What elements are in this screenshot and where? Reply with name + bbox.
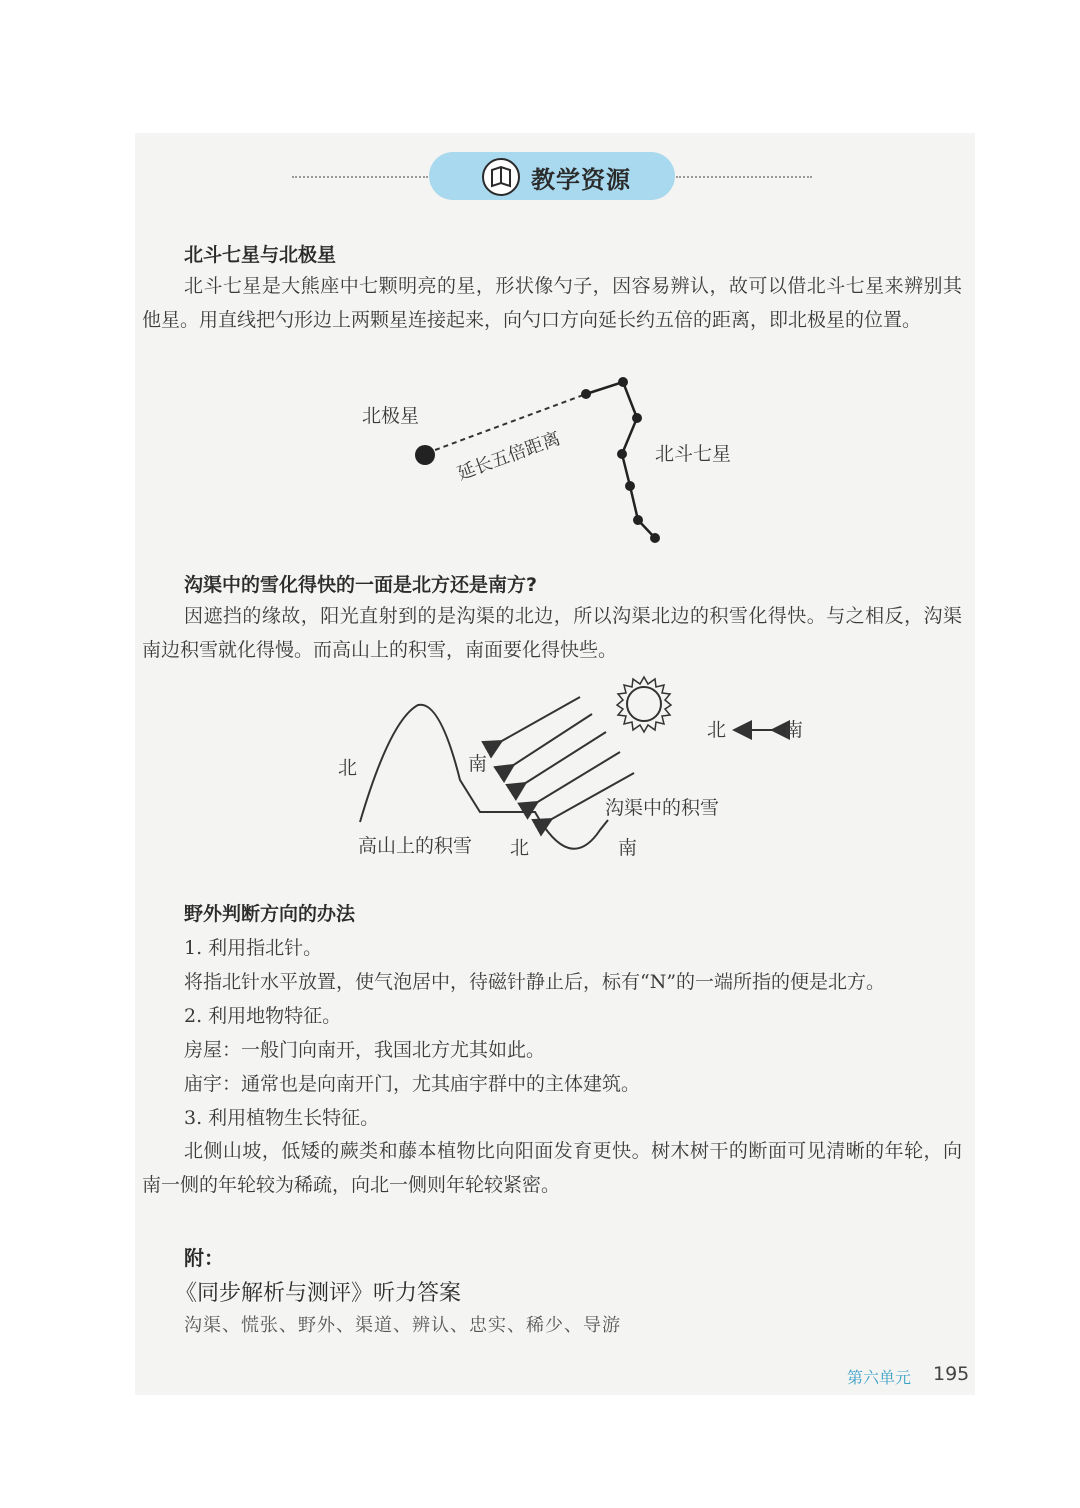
snow-melt-diagram: [330, 670, 830, 870]
item-landmarks-house: 房屋：一般门向南开，我国北方尤其如此。: [184, 1039, 546, 1061]
sun-icon: [617, 677, 671, 732]
dipper-star: [617, 449, 627, 459]
item-plants: 3. 利用植物生长特征。: [184, 1107, 380, 1129]
footer-unit: 第六单元: [847, 1368, 912, 1387]
item-compass-text: 将指北针水平放置，使气泡居中，待磁针静止后，标有“N”的一端所指的便是北方。: [184, 971, 886, 993]
dipper-line: [586, 382, 655, 538]
item-landmarks-temple: 庙宇：通常也是向南开门，尤其庙宇群中的主体建筑。: [184, 1073, 641, 1095]
mountain-north-label: 北: [338, 757, 358, 779]
appendix-answers: 沟渠、慌张、野外、渠道、辨认、忠实、稀少、导游: [184, 1315, 621, 1336]
big-dipper-label: 北斗七星: [655, 443, 732, 465]
header-divider-right: [676, 176, 812, 178]
mountain-snow-label: 高山上的积雪: [358, 835, 473, 857]
header-divider-left: [292, 176, 428, 178]
appendix-book-title: 《同步解析与测评》听力答案: [175, 1281, 462, 1306]
section-heading-snow: 沟渠中的雪化得快的一面是北方还是南方?: [184, 574, 538, 596]
section-heading-big-dipper: 北斗七星与北极星: [184, 244, 337, 266]
legend-north-label: 北: [707, 719, 727, 741]
header-title: 教学资源: [531, 166, 631, 194]
paragraph-big-dipper: 北斗七星是大熊座中七颗明亮的星，形状像勺子，因容易辨认，故可以借北斗七星来辨别其他星。用直线把勺形边上两颗星连接起来，向勺口方向延长约五倍的距离，即北极星的位置。: [142, 275, 962, 331]
ditch-south-label: 南: [618, 837, 638, 859]
ditch-north-label: 北: [510, 837, 530, 859]
ditch-snow-label: 沟渠中的积雪: [605, 797, 720, 819]
dipper-star: [618, 377, 628, 387]
paragraph-snow: 因遮挡的缘故，阳光直射到的是沟渠的北边，所以沟渠北边的积雪化得快。与之相反，沟渠南边积雪就化得慢。而高山上的积雪，南面要化得快些。: [142, 605, 962, 661]
big-dipper-diagram: [340, 370, 760, 555]
dipper-star: [633, 515, 643, 525]
legend-south-label: 南: [784, 719, 804, 741]
polaris-star: [415, 445, 435, 465]
sunray-arrow: [536, 752, 620, 803]
mountain-south-label: 南: [468, 753, 488, 775]
book-icon: [481, 157, 521, 197]
sunray-arrow: [500, 697, 580, 742]
page-number: 195: [933, 1363, 970, 1385]
polaris-label: 北极星: [362, 405, 420, 427]
sunray-arrow: [512, 714, 592, 766]
dipper-star: [625, 481, 635, 491]
terrain-profile: [360, 705, 608, 849]
distance-label: 延长五倍距离: [454, 428, 564, 485]
appendix-label: 附：: [184, 1246, 224, 1270]
dipper-star: [581, 389, 591, 399]
sunray-arrow: [524, 732, 606, 784]
section-heading-direction: 野外判断方向的办法: [184, 903, 356, 925]
item-compass: 1. 利用指北针。: [184, 937, 323, 959]
item-plants-text: 北侧山坡，低矮的蕨类和藤本植物比向阳面发育更快。树木树干的断面可见清晰的年轮，向南一侧的年轮较为稀疏，向北一侧则年轮较紧密。: [142, 1140, 962, 1196]
item-landmarks: 2. 利用地物特征。: [184, 1005, 342, 1027]
dipper-star: [650, 533, 660, 543]
dipper-star: [632, 413, 642, 423]
extension-line: [435, 394, 586, 450]
